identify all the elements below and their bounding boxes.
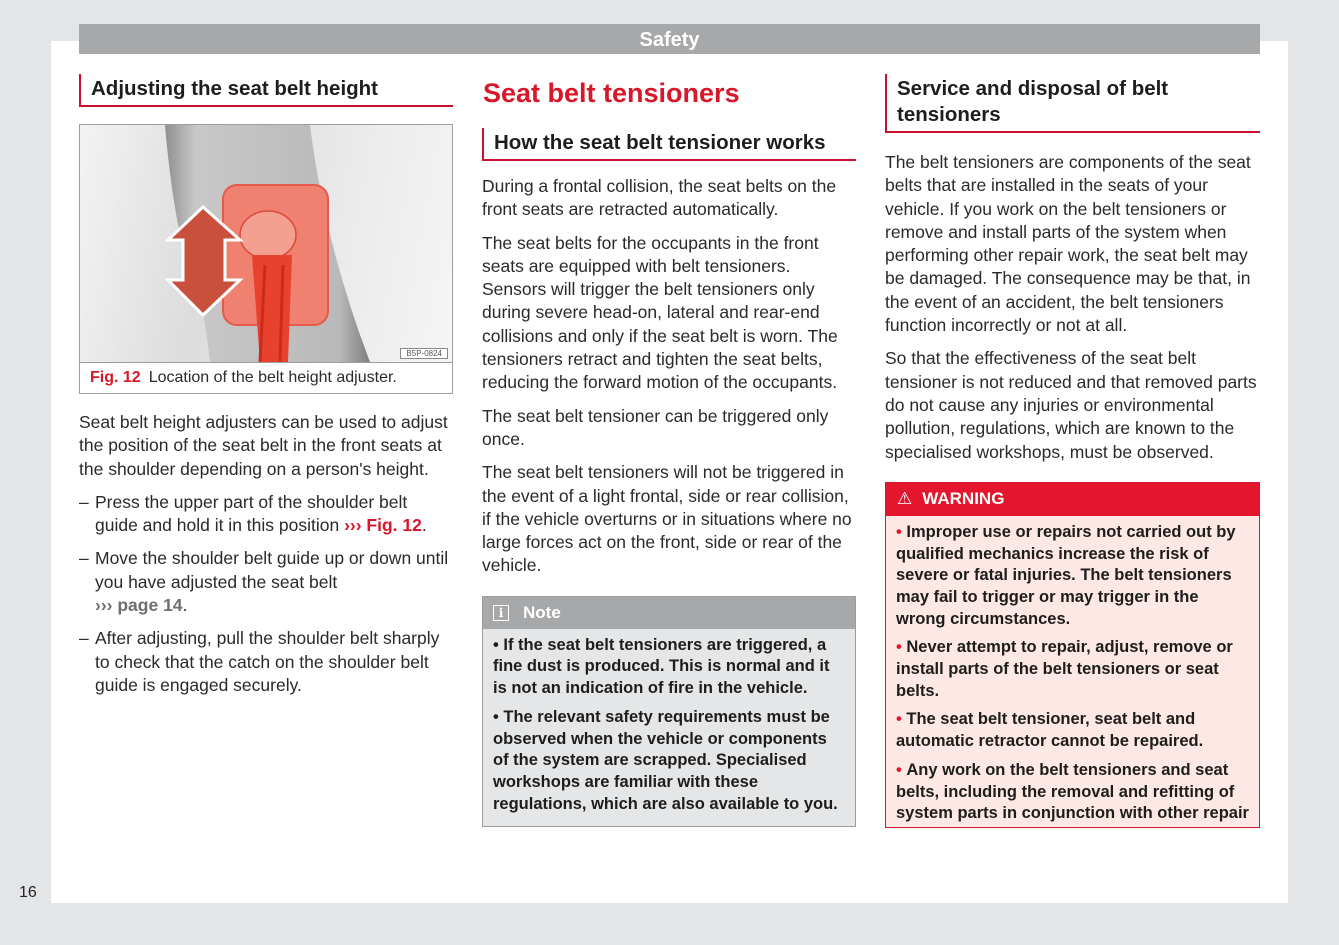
warning-triangle-icon: ⚠ (897, 489, 913, 509)
b-pillar-illustration-icon (80, 125, 452, 362)
page-14-link[interactable]: page 14 (117, 595, 183, 616)
adjustment-steps (79, 491, 453, 697)
dash-bullet: – (79, 628, 89, 649)
figure-number: Fig. 12 (90, 369, 141, 386)
paragraph: The seat belt tensioner can be triggered only once. (482, 405, 829, 449)
figure-12 (79, 124, 453, 394)
bullet-icon: • (896, 522, 907, 541)
intro-paragraph: Seat belt height adjusters can be used to adjust the position of the seat belt in the front seats at the shoulder depending on a person's height. (79, 412, 448, 479)
bullet-icon: • (896, 638, 907, 657)
warning-item (896, 709, 1249, 752)
bullet-icon: • (493, 635, 504, 654)
step-item (79, 491, 453, 538)
step-suffix: . (182, 595, 188, 616)
figure-code: B5P-0824 (400, 348, 448, 359)
paragraph: The belt tensioners are components of the seat belts that are installed in the seats of your vehicle. If you work on the belt tensioners or remove and install parts of the system when performing other repair work, the seat belt may be damaged. The consequence may be that, in the event of an accident, the belt tensioners function incorrectly or not at all. (885, 152, 1251, 336)
note-body (483, 629, 855, 827)
cross-reference-arrow-icon: ››› (344, 515, 362, 536)
bullet-icon: • (896, 760, 907, 779)
step-suffix: . (421, 515, 427, 536)
warning-item (896, 522, 1249, 631)
figure-caption (80, 363, 452, 393)
section-title-bar: Safety (79, 24, 1260, 54)
step-item (79, 547, 453, 617)
column-seat-belt-tensioners (482, 74, 856, 827)
cross-reference-arrow-icon: ››› (95, 595, 113, 616)
column-adjusting-belt-height (79, 74, 453, 707)
seat-belt-height-adjuster-illustration (80, 125, 452, 363)
warning-box (885, 482, 1260, 828)
warning-item-text: Never attempt to repair, adjust, remove or install parts of the belt tensioners or seat belts. (896, 638, 1233, 700)
paragraph: During a frontal collision, the seat belts on the front seats are retracted automatically. (482, 176, 837, 220)
step-text: Move the shoulder belt guide up or down until you have adjusted the seat belt (95, 548, 449, 592)
dash-bullet: – (79, 548, 89, 569)
note-header (483, 597, 855, 629)
paragraph: So that the effectiveness of the seat belt tensioner is not reduced and that removed parts do not cause any injuries or environmental pollution, regulations, which are known to the specialised workshops, must be observed. (885, 348, 1257, 462)
heading-adjusting-seat-belt-height: Adjusting the seat belt height (79, 74, 453, 107)
dash-bullet: – (79, 491, 89, 512)
warning-item-text: The seat belt tensioner, seat belt and automatic retractor cannot be repaired. (896, 710, 1204, 751)
step-text: Press the upper part of the shoulder belt guide and hold it in this position (95, 491, 408, 536)
warning-item (896, 760, 1249, 825)
chapter-title: Seat belt tensioners (483, 78, 740, 108)
info-icon: i (493, 605, 509, 621)
bullet-icon: • (896, 710, 907, 729)
warning-header (886, 483, 1259, 516)
warning-item-text: Any work on the belt tensioners and seat belts, including the removal and refitting of system parts in conjunction with other repair (896, 760, 1249, 823)
note-item (493, 635, 845, 700)
warning-body (886, 516, 1259, 828)
page-number: 16 (19, 884, 37, 901)
column-service-disposal (885, 74, 1260, 828)
note-item (493, 707, 845, 816)
note-item-text: The relevant safety requirements must be observed when the vehicle or components of the system are scrapped. Specialised workshops are familiar with these regulations, which are also available to you. (493, 707, 838, 813)
heading-how-tensioner-works: How the seat belt tensioner works (482, 128, 856, 161)
note-label: Note (523, 602, 561, 622)
bullet-icon: • (493, 707, 504, 726)
warning-label: WARNING (922, 489, 1005, 509)
paragraph: The seat belts for the occupants in the front seats are equipped with belt tensioners. Sensors will trigger the belt tensioners only during severe head-on, lateral and rear-end collisions and only if the seat belt is worn. The tensioners retract and tighten the seat belts, reducing the forward motion of the occupants. (482, 232, 838, 393)
figure-12-link[interactable]: Fig. 12 (366, 515, 422, 536)
heading-service-disposal: Service and disposal of belt tensioners (885, 74, 1260, 133)
note-box (482, 596, 856, 828)
step-item (79, 627, 453, 697)
step-text: After adjusting, pull the shoulder belt sharply to check that the catch on the shoulder belt guide is engaged securely. (95, 628, 440, 695)
paragraph: The seat belt tensioners will not be triggered in the event of a light frontal, side or rear collision, if the vehicle overturns or in situations where no large forces act on the front, side or rear of the vehicle. (482, 462, 852, 576)
warning-item-text: Improper use or repairs not carried out by qualified mechanics increase the risk of severe or fatal injuries. The belt tensioners may fail to trigger or may trigger in the wrong circumstances. (896, 522, 1236, 628)
warning-item (896, 637, 1249, 702)
figure-caption-text: Location of the belt height adjuster. (148, 369, 397, 386)
note-item-text: If the seat belt tensioners are triggered, a fine dust is produced. This is normal and it is not an indication of fire in the vehicle. (493, 635, 830, 698)
